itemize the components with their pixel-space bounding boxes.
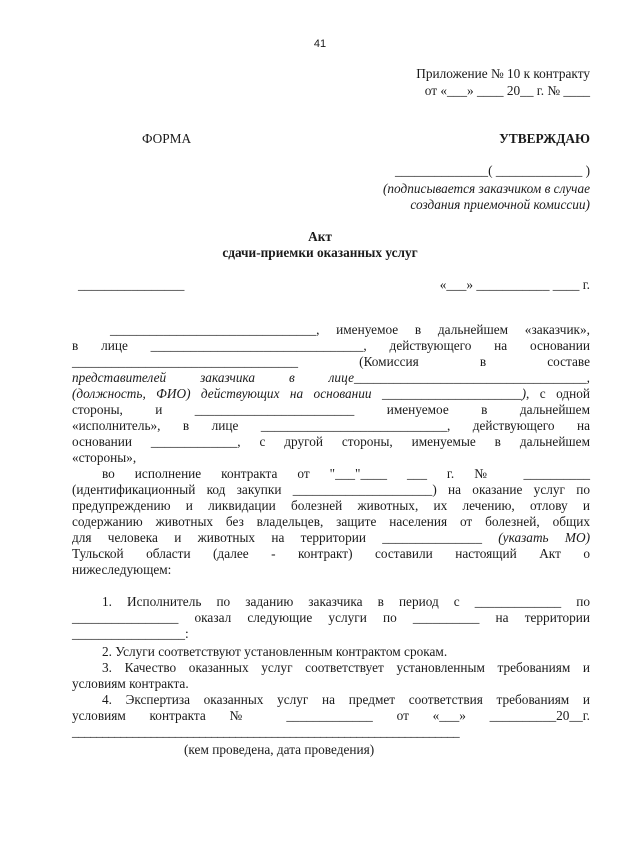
place-blank: ________________ (78, 277, 185, 292)
item-line: условиям контракта. (72, 676, 189, 691)
body-line: во исполнение контракта от "___"____ ___ г. № __________ (102, 466, 590, 481)
body-line: для человека и животных на территории _______________ (указать МО) (72, 530, 590, 545)
title-line-2: сдачи-приемки оказанных услуг (222, 245, 418, 260)
body-line: основании _____________, с другой стороны, именуемые в дальнейшем (72, 434, 590, 449)
approve-note-1: (подписывается заказчиком в случае (382, 181, 590, 196)
body-line: содержанию животных без владельцев, защите населения от болезней, общих (72, 514, 590, 529)
annex-line-1: Приложение № 10 к контракту (416, 66, 590, 81)
item-line: 3. Качество оказанных услуг соответствует установленным требованиям и (102, 660, 590, 675)
item-line: ________________ оказал следующие услуги по __________ на территории (72, 610, 590, 625)
act-date: «___» ___________ ____ г. (439, 277, 590, 292)
body-line: представителей заказчика в лице___________________________________, (72, 370, 590, 385)
item-line: _________________: (72, 626, 189, 641)
item-line: ________________________________________________________________ (72, 724, 460, 739)
body-line: в лице ________________________________, действующего на основании (72, 338, 590, 353)
form-label: ФОРМА (142, 131, 192, 146)
body-line: «стороны», (72, 450, 137, 465)
body-line: __________________________________ (Комиссия в составе (72, 354, 590, 369)
item-line: (кем проведена, дата проведения) (184, 742, 375, 757)
body-line: (должность, ФИО) действующих на основании _____________________), с одной (72, 386, 590, 401)
item-line: 2. Услуги соответствуют установленным контрактом срокам. (102, 644, 448, 659)
annex-line-2: от «___» ____ 20__ г. № ____ (424, 83, 590, 98)
body-line: _______________________________, именуемое в дальнейшем «заказчик», (110, 322, 590, 337)
body-line: нижеследующем: (72, 562, 172, 577)
body-line: Тульской области (далее - контракт) составили настоящий Акт о (72, 546, 590, 561)
approve-label: УТВЕРЖДАЮ (499, 131, 590, 146)
signature-line: ______________( _____________ ) (394, 163, 590, 178)
body-line: «исполнитель», в лице ____________________________, действующего на (72, 418, 590, 433)
body-line: предупреждению и ликвидации болезней животных, их лечению, отлову и (72, 498, 590, 513)
item-line: 1. Исполнитель по заданию заказчика в период с _____________ по (102, 594, 590, 609)
item-line: условиям контракта № _____________ от «___» __________20__г. (72, 708, 590, 723)
approve-note-2: создания приемочной комиссии) (410, 197, 590, 212)
body-line: (идентификационный код закупки _____________________) на оказание услуг по (72, 482, 590, 497)
page-number: 41 (313, 38, 327, 50)
item-line: 4. Экспертиза оказанных услуг на предмет соответствия требованиям и (102, 692, 590, 707)
title-line-1: Акт (308, 229, 332, 244)
body-line: стороны, и ________________________ именуемое в дальнейшем (72, 402, 590, 417)
